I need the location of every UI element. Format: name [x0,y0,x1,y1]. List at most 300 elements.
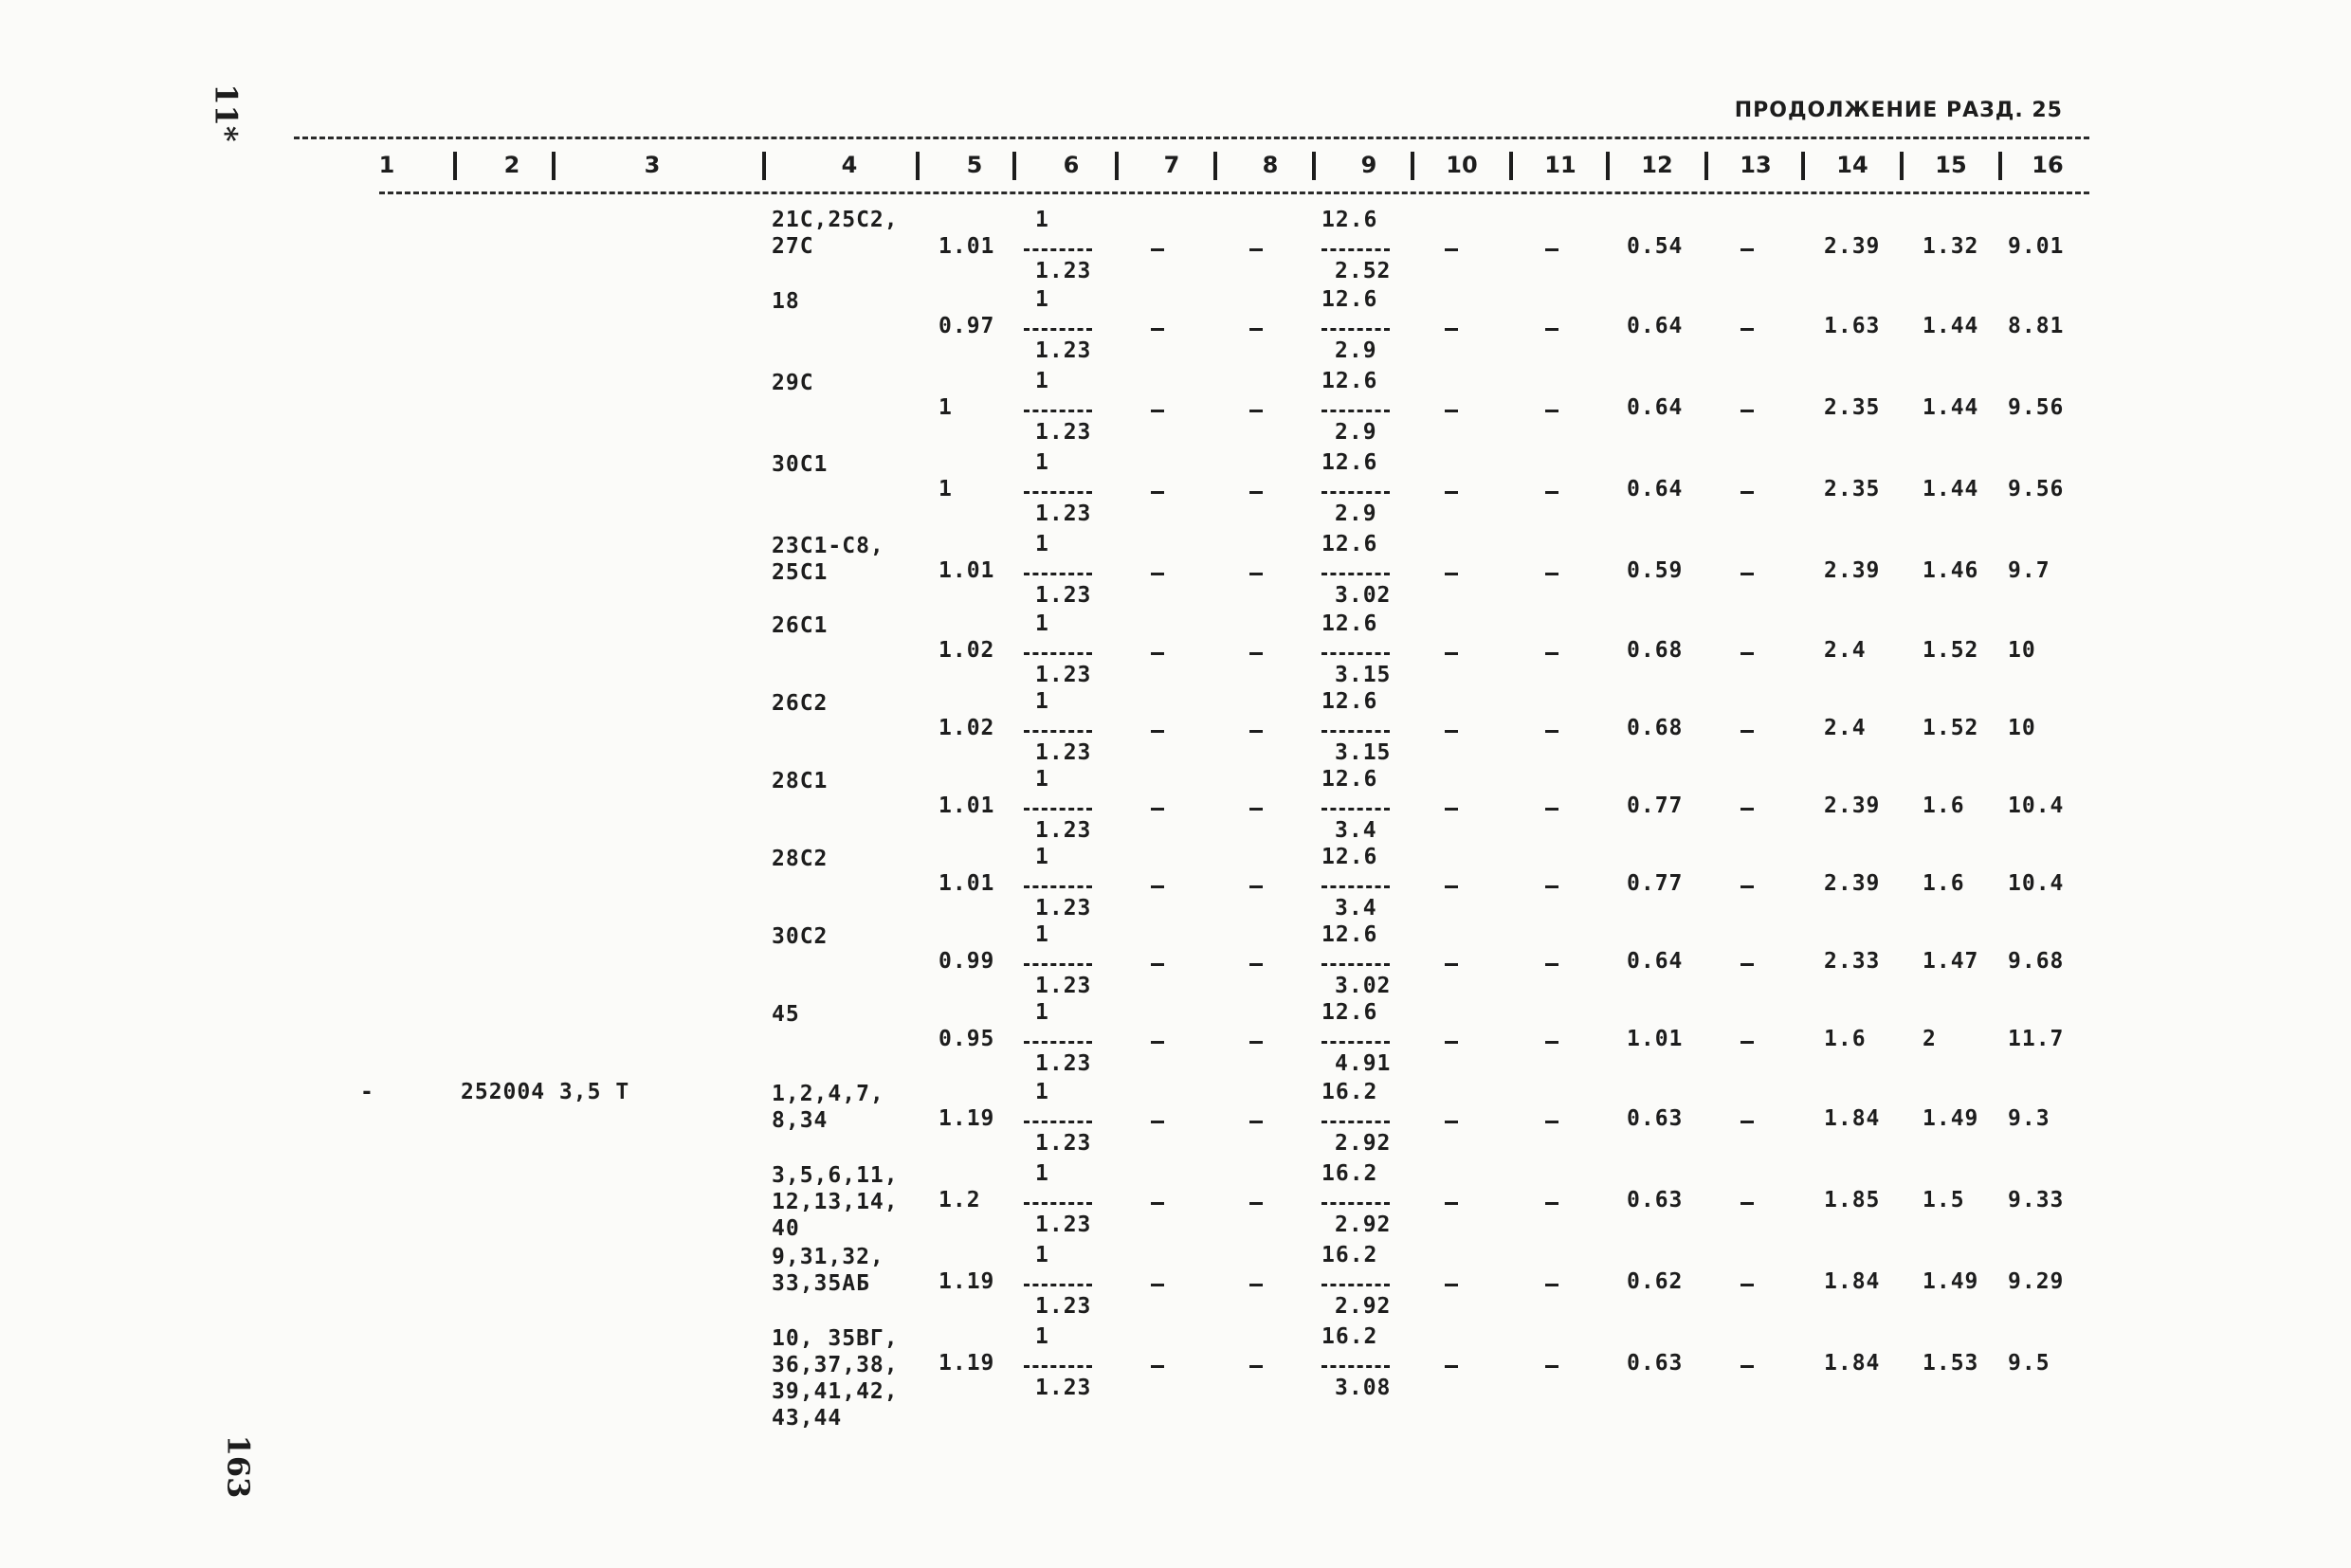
row-cell-col13-dash [1740,1121,1754,1123]
row-cell-col6-numerator: 1 [1035,611,1049,636]
row-cell-col15: 1.52 [1923,638,1979,663]
row-cell-col15: 1.52 [1923,716,1979,740]
fraction-bar [1024,573,1092,575]
group-cell-col3: 252004 3,5 Т [461,1080,630,1104]
row-cell-col9-numerator: 16.2 [1321,1243,1378,1267]
column-header-14: 14 [1836,152,1868,178]
row-cell-col7-dash [1151,328,1164,331]
row-cell-col15: 1.49 [1923,1269,1979,1294]
row-cell-col11-dash [1545,1041,1558,1044]
row-cell-col6-denominator: 1.23 [1035,663,1092,687]
row-cell-col5: 0.99 [939,949,995,974]
row-cell-col8-dash [1249,1202,1263,1205]
row-cell-col4: 9,31,32, [772,1245,884,1269]
row-cell-col10-dash [1445,410,1458,412]
row-cell-col7-dash [1151,963,1164,966]
row-cell-col9-denominator: 2.9 [1335,501,1377,526]
column-header-9: 9 [1360,152,1377,178]
fraction-bar [1024,1365,1092,1368]
row-cell-col10-dash [1445,328,1458,331]
row-cell-col5: 0.95 [939,1027,995,1051]
row-cell-col12: 0.63 [1627,1351,1684,1376]
row-cell-col6-numerator: 1 [1035,922,1049,947]
row-cell-col6-numerator: 1 [1035,287,1049,312]
row-cell-col4: 1,2,4,7, [772,1082,884,1106]
row-cell-col4: 23С1-С8, [772,534,884,558]
fraction-bar [1024,491,1092,494]
row-cell-col9-numerator: 12.6 [1321,922,1378,947]
fraction-bar [1024,328,1092,331]
row-cell-col11-dash [1545,652,1558,655]
fraction-bar [1321,1202,1390,1205]
row-cell-col9-denominator: 3.15 [1335,663,1392,687]
row-cell-col12: 0.63 [1627,1106,1684,1131]
column-separator [916,152,920,180]
row-cell-col5: 1.02 [939,716,995,740]
fraction-bar [1024,1202,1092,1205]
row-cell-col9-numerator: 16.2 [1321,1080,1378,1104]
row-cell-col7-dash [1151,808,1164,811]
row-cell-col11-dash [1545,248,1558,251]
row-cell-col7-dash [1151,248,1164,251]
row-cell-col14: 1.63 [1824,314,1881,338]
row-cell-col11-dash [1545,573,1558,575]
row-cell-col5: 1.01 [939,558,995,583]
row-cell-col9-denominator: 4.91 [1335,1051,1392,1076]
row-cell-col4: 33,35АБ [772,1271,870,1296]
row-cell-col6-denominator: 1.23 [1035,1376,1092,1400]
row-cell-col5: 1.19 [939,1106,995,1131]
row-cell-col13-dash [1740,328,1754,331]
row-cell-col13-dash [1740,573,1754,575]
row-cell-col12: 0.64 [1627,477,1684,501]
fraction-bar [1321,1041,1390,1044]
column-separator [1509,152,1513,180]
row-cell-col8-dash [1249,652,1263,655]
row-cell-col16: 9.7 [2008,558,2050,583]
row-cell-col5: 1.01 [939,871,995,896]
row-cell-col5: 1.01 [939,234,995,259]
fraction-bar [1321,963,1390,966]
row-cell-col13-dash [1740,885,1754,888]
row-cell-col14: 2.39 [1824,871,1881,896]
row-cell-col13-dash [1740,1365,1754,1368]
column-separator [1900,152,1904,180]
column-header-10: 10 [1446,152,1478,178]
row-cell-col16: 9.56 [2008,395,2065,420]
column-header-3: 3 [644,152,661,178]
row-cell-col14: 2.39 [1824,558,1881,583]
row-cell-col6-numerator: 1 [1035,689,1049,714]
row-cell-col15: 2 [1923,1027,1937,1051]
row-cell-col12: 0.63 [1627,1188,1684,1212]
row-cell-col4: 27С [772,234,814,259]
row-cell-col6-denominator: 1.23 [1035,1131,1092,1156]
row-cell-col13-dash [1740,410,1754,412]
column-separator [1012,152,1016,180]
row-cell-col13-dash [1740,808,1754,811]
fraction-bar [1024,808,1092,811]
row-cell-col7-dash [1151,652,1164,655]
row-cell-col5: 1.01 [939,793,995,818]
column-header-4: 4 [841,152,858,178]
row-cell-col4: 28С1 [772,769,829,793]
header-top-rule [294,137,2089,139]
fraction-bar [1024,1121,1092,1123]
row-cell-col10-dash [1445,1365,1458,1368]
fraction-bar [1024,248,1092,251]
row-cell-col16: 11.7 [2008,1027,2065,1051]
column-separator [1115,152,1119,180]
row-cell-col6-numerator: 1 [1035,369,1049,393]
fraction-bar [1321,491,1390,494]
row-cell-col14: 2.4 [1824,638,1867,663]
row-cell-col16: 9.01 [2008,234,2065,259]
row-cell-col6-denominator: 1.23 [1035,974,1092,998]
fraction-bar [1321,730,1390,733]
row-cell-col10-dash [1445,652,1458,655]
row-cell-col7-dash [1151,730,1164,733]
row-cell-col14: 2.4 [1824,716,1867,740]
row-cell-col11-dash [1545,1365,1558,1368]
row-cell-col16: 8.81 [2008,314,2065,338]
row-cell-col13-dash [1740,730,1754,733]
row-cell-col9-numerator: 12.6 [1321,767,1378,792]
column-header-1: 1 [378,152,395,178]
row-cell-col10-dash [1445,885,1458,888]
row-cell-col11-dash [1545,1202,1558,1205]
column-separator [1606,152,1610,180]
row-cell-col14: 2.35 [1824,477,1881,501]
column-header-16: 16 [2032,152,2064,178]
column-header-2: 2 [503,152,520,178]
row-cell-col9-denominator: 2.9 [1335,420,1377,445]
row-cell-col8-dash [1249,410,1263,412]
group-cell-col1: - [360,1080,374,1104]
row-cell-col5: 1.19 [939,1351,995,1376]
row-cell-col6-numerator: 1 [1035,1243,1049,1267]
row-cell-col16: 9.68 [2008,949,2065,974]
fraction-bar [1321,410,1390,412]
fraction-bar [1321,885,1390,888]
row-cell-col11-dash [1545,410,1558,412]
row-cell-col9-denominator: 3.02 [1335,583,1392,608]
column-separator [1704,152,1708,180]
column-separator [1312,152,1316,180]
row-cell-col16: 10.4 [2008,871,2065,896]
row-cell-col10-dash [1445,1202,1458,1205]
row-cell-col9-denominator: 3.4 [1335,896,1377,921]
row-cell-col14: 2.33 [1824,949,1881,974]
row-cell-col6-denominator: 1.23 [1035,583,1092,608]
row-cell-col10-dash [1445,730,1458,733]
row-cell-col5: 1.02 [939,638,995,663]
row-cell-col16: 9.56 [2008,477,2065,501]
row-cell-col7-dash [1151,1121,1164,1123]
row-cell-col4: 36,37,38, [772,1353,899,1377]
row-cell-col6-denominator: 1.23 [1035,259,1092,283]
row-cell-col9-denominator: 2.92 [1335,1212,1392,1237]
row-cell-col14: 1.85 [1824,1188,1881,1212]
section-continuation-heading: ПРОДОЛЖЕНИЕ РАЗД. 25 [1734,99,2063,122]
row-cell-col4: 12,13,14, [772,1190,899,1214]
row-cell-col15: 1.53 [1923,1351,1979,1376]
row-cell-col4: 30С2 [772,924,829,949]
column-separator [1411,152,1414,180]
row-cell-col13-dash [1740,1202,1754,1205]
row-cell-col13-dash [1740,652,1754,655]
column-separator [453,152,457,180]
row-cell-col8-dash [1249,1121,1263,1123]
fraction-bar [1321,248,1390,251]
row-cell-col6-denominator: 1.23 [1035,420,1092,445]
row-cell-col15: 1.47 [1923,949,1979,974]
row-cell-col9-denominator: 3.15 [1335,740,1392,765]
row-cell-col8-dash [1249,1284,1263,1286]
row-cell-col15: 1.5 [1923,1188,1965,1212]
row-cell-col9-denominator: 3.08 [1335,1376,1392,1400]
row-cell-col6-denominator: 1.23 [1035,740,1092,765]
row-cell-col11-dash [1545,885,1558,888]
row-cell-col8-dash [1249,573,1263,575]
page-signature-mark: 11* [208,83,245,142]
row-cell-col9-denominator: 2.52 [1335,259,1392,283]
row-cell-col9-numerator: 12.6 [1321,450,1378,475]
row-cell-col4: 43,44 [772,1406,843,1431]
row-cell-col4: 26С2 [772,691,829,716]
row-cell-col11-dash [1545,491,1558,494]
row-cell-col9-numerator: 12.6 [1321,287,1378,312]
row-cell-col4: 18 [772,289,800,314]
row-cell-col12: 0.68 [1627,638,1684,663]
fraction-bar [1024,730,1092,733]
row-cell-col6-numerator: 1 [1035,1080,1049,1104]
row-cell-col5: 1 [939,477,953,501]
fraction-bar [1321,808,1390,811]
fraction-bar [1024,410,1092,412]
row-cell-col9-numerator: 12.6 [1321,208,1378,232]
column-separator [552,152,556,180]
column-header-6: 6 [1063,152,1080,178]
fraction-bar [1321,1121,1390,1123]
row-cell-col5: 1 [939,395,953,420]
row-cell-col14: 1.84 [1824,1269,1881,1294]
row-cell-col7-dash [1151,885,1164,888]
row-cell-col6-numerator: 1 [1035,1324,1049,1349]
row-cell-col8-dash [1249,963,1263,966]
row-cell-col4: 40 [772,1216,800,1241]
row-cell-col9-denominator: 2.9 [1335,338,1377,363]
row-cell-col9-numerator: 12.6 [1321,532,1378,556]
row-cell-col7-dash [1151,410,1164,412]
row-cell-col14: 2.39 [1824,793,1881,818]
column-header-7: 7 [1163,152,1180,178]
row-cell-col12: 0.59 [1627,558,1684,583]
header-bottom-rule [379,191,2089,194]
row-cell-col6-denominator: 1.23 [1035,1051,1092,1076]
row-cell-col12: 0.77 [1627,793,1684,818]
row-cell-col8-dash [1249,1365,1263,1368]
row-cell-col15: 1.6 [1923,871,1965,896]
row-cell-col11-dash [1545,963,1558,966]
row-cell-col8-dash [1249,248,1263,251]
row-cell-col6-numerator: 1 [1035,1000,1049,1025]
row-cell-col13-dash [1740,1284,1754,1286]
row-cell-col12: 1.01 [1627,1027,1684,1051]
row-cell-col11-dash [1545,1121,1558,1123]
row-cell-col12: 0.54 [1627,234,1684,259]
row-cell-col6-numerator: 1 [1035,532,1049,556]
row-cell-col9-numerator: 12.6 [1321,845,1378,869]
row-cell-col4: 39,41,42, [772,1379,899,1404]
row-cell-col4: 25С1 [772,560,829,585]
row-cell-col14: 1.84 [1824,1351,1881,1376]
row-cell-col6-denominator: 1.23 [1035,896,1092,921]
row-cell-col15: 1.44 [1923,314,1979,338]
row-cell-col4: 26С1 [772,613,829,638]
column-header-12: 12 [1641,152,1673,178]
row-cell-col4: 8,34 [772,1108,829,1133]
row-cell-col16: 9.5 [2008,1351,2050,1376]
row-cell-col9-numerator: 12.6 [1321,1000,1378,1025]
column-header-13: 13 [1740,152,1772,178]
row-cell-col14: 2.35 [1824,395,1881,420]
row-cell-col7-dash [1151,491,1164,494]
row-cell-col9-denominator: 3.4 [1335,818,1377,843]
row-cell-col5: 0.97 [939,314,995,338]
row-cell-col5: 1.2 [939,1188,981,1212]
row-cell-col12: 0.64 [1627,395,1684,420]
row-cell-col11-dash [1545,1284,1558,1286]
row-cell-col16: 10 [2008,716,2036,740]
row-cell-col16: 10.4 [2008,793,2065,818]
row-cell-col13-dash [1740,491,1754,494]
row-cell-col6-numerator: 1 [1035,845,1049,869]
row-cell-col6-denominator: 1.23 [1035,501,1092,526]
fraction-bar [1024,1041,1092,1044]
row-cell-col4: 10, 35ВГ, [772,1326,899,1351]
fraction-bar [1024,1284,1092,1286]
row-cell-col15: 1.46 [1923,558,1979,583]
row-cell-col8-dash [1249,730,1263,733]
row-cell-col10-dash [1445,963,1458,966]
column-separator [1213,152,1217,180]
row-cell-col16: 9.33 [2008,1188,2065,1212]
row-cell-col15: 1.44 [1923,477,1979,501]
row-cell-col6-numerator: 1 [1035,208,1049,232]
row-cell-col9-denominator: 2.92 [1335,1131,1392,1156]
row-cell-col7-dash [1151,573,1164,575]
row-cell-col12: 0.62 [1627,1269,1684,1294]
row-cell-col12: 0.68 [1627,716,1684,740]
row-cell-col8-dash [1249,328,1263,331]
fraction-bar [1321,1284,1390,1286]
row-cell-col5: 1.19 [939,1269,995,1294]
row-cell-col10-dash [1445,491,1458,494]
row-cell-col9-numerator: 16.2 [1321,1161,1378,1186]
row-cell-col14: 1.84 [1824,1106,1881,1131]
fraction-bar [1321,1365,1390,1368]
row-cell-col9-denominator: 3.02 [1335,974,1392,998]
row-cell-col6-numerator: 1 [1035,450,1049,475]
row-cell-col10-dash [1445,573,1458,575]
row-cell-col6-numerator: 1 [1035,1161,1049,1186]
row-cell-col8-dash [1249,885,1263,888]
column-header-8: 8 [1262,152,1279,178]
row-cell-col8-dash [1249,808,1263,811]
row-cell-col9-numerator: 12.6 [1321,689,1378,714]
row-cell-col15: 1.6 [1923,793,1965,818]
row-cell-col11-dash [1545,328,1558,331]
fraction-bar [1024,885,1092,888]
column-header-15: 15 [1935,152,1967,178]
row-cell-col16: 10 [2008,638,2036,663]
row-cell-col11-dash [1545,730,1558,733]
row-cell-col16: 9.29 [2008,1269,2065,1294]
row-cell-col4: 45 [772,1002,800,1027]
row-cell-col4: 28С2 [772,847,829,871]
row-cell-col4: 21С,25С2, [772,208,899,232]
row-cell-col12: 0.64 [1627,314,1684,338]
row-cell-col10-dash [1445,808,1458,811]
row-cell-col10-dash [1445,248,1458,251]
row-cell-col15: 1.49 [1923,1106,1979,1131]
row-cell-col11-dash [1545,808,1558,811]
row-cell-col8-dash [1249,1041,1263,1044]
row-cell-col4: 29С [772,371,814,395]
column-header-5: 5 [966,152,983,178]
row-cell-col12: 0.64 [1627,949,1684,974]
row-cell-col6-denominator: 1.23 [1035,1294,1092,1319]
row-cell-col13-dash [1740,963,1754,966]
row-cell-col10-dash [1445,1121,1458,1123]
row-cell-col4: 30С1 [772,452,829,477]
row-cell-col16: 9.3 [2008,1106,2050,1131]
row-cell-col9-numerator: 16.2 [1321,1324,1378,1349]
row-cell-col9-numerator: 12.6 [1321,369,1378,393]
row-cell-col9-numerator: 12.6 [1321,611,1378,636]
fraction-bar [1321,652,1390,655]
row-cell-col7-dash [1151,1284,1164,1286]
row-cell-col4: 3,5,6,11, [772,1163,899,1188]
column-separator [1998,152,2002,180]
row-cell-col15: 1.44 [1923,395,1979,420]
column-header-11: 11 [1544,152,1576,178]
row-cell-col7-dash [1151,1202,1164,1205]
fraction-bar [1321,573,1390,575]
row-cell-col6-denominator: 1.23 [1035,338,1092,363]
row-cell-col10-dash [1445,1284,1458,1286]
row-cell-col15: 1.32 [1923,234,1979,259]
row-cell-col6-numerator: 1 [1035,767,1049,792]
row-cell-col10-dash [1445,1041,1458,1044]
page-number: 163 [220,1434,257,1499]
fraction-bar [1024,652,1092,655]
row-cell-col13-dash [1740,248,1754,251]
column-separator [762,152,766,180]
row-cell-col14: 2.39 [1824,234,1881,259]
row-cell-col13-dash [1740,1041,1754,1044]
row-cell-col12: 0.77 [1627,871,1684,896]
row-cell-col8-dash [1249,491,1263,494]
fraction-bar [1024,963,1092,966]
row-cell-col7-dash [1151,1041,1164,1044]
fraction-bar [1321,328,1390,331]
column-separator [1801,152,1805,180]
row-cell-col9-denominator: 2.92 [1335,1294,1392,1319]
row-cell-col6-denominator: 1.23 [1035,818,1092,843]
row-cell-col6-denominator: 1.23 [1035,1212,1092,1237]
